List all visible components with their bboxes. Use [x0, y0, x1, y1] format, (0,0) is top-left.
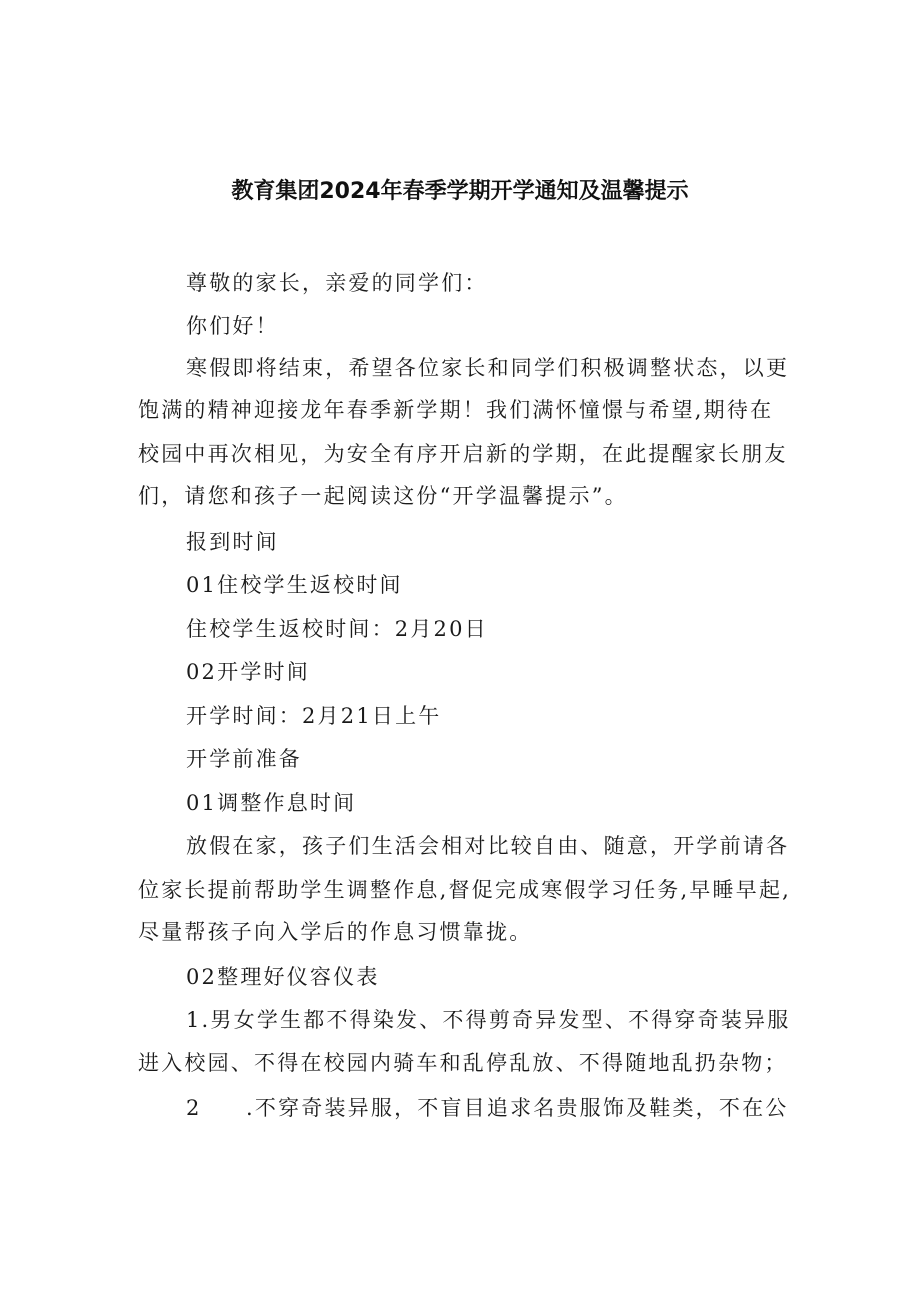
- rule-1-line-1: 1.男女学生都不得染发、不得剪奇异发型、不得穿奇装异服: [186, 1008, 791, 1032]
- prep-01-line-2: 位家长提前帮助学生调整作息,督促完成寒假学习任务,早睡早起,: [138, 878, 792, 902]
- rule-2-text: .不穿奇装异服，不盲目追求名贵服饰及鞋类，不在公: [246, 1096, 789, 1120]
- greeting-line: 尊敬的家长，亲爱的同学们：: [186, 271, 488, 295]
- intro-line-3: 校园中再次相见，为安全有序开启新的学期，在此提醒家长朋友: [138, 442, 788, 466]
- section-report-text: 报到时间: [186, 530, 279, 554]
- item-01-heading-text: 01住校学生返校时间: [186, 573, 403, 597]
- item-01-body-text: 住校学生返校时间：2月20日: [186, 617, 488, 641]
- prep-01-line-3: 尽量帮孩子向入学后的作息习惯靠拢。: [138, 920, 533, 944]
- hello-line: 你们好！: [186, 314, 279, 338]
- prep-01-heading-text: 01调整作息时间: [186, 791, 357, 815]
- intro-line-2: 饱满的精神迎接龙年春季新学期！我们满怀憧憬与希望,期待在: [138, 398, 774, 422]
- document-title: 教育集团2024年春季学期开学通知及温馨提示: [231, 179, 689, 204]
- item-02-body-text: 开学时间：2月21日上午: [186, 704, 442, 728]
- rule-2-number: 2: [186, 1096, 202, 1120]
- rule-1-line-2: 进入校园、不得在校园内骑车和乱停乱放、不得随地乱扔杂物；: [138, 1051, 788, 1075]
- prep-02-heading-text: 02整理好仪容仪表: [186, 965, 380, 989]
- item-02-heading-text: 02开学时间: [186, 660, 310, 684]
- intro-line-1: 寒假即将结束，希望各位家长和同学们积极调整状态，以更: [186, 356, 790, 380]
- section-prepare-text: 开学前准备: [186, 747, 302, 771]
- intro-line-4: 们，请您和孩子一起阅读这份“开学温馨提示”。: [138, 484, 628, 508]
- prep-01-line-1: 放假在家，孩子们生活会相对比较自由、随意，开学前请各: [186, 834, 790, 858]
